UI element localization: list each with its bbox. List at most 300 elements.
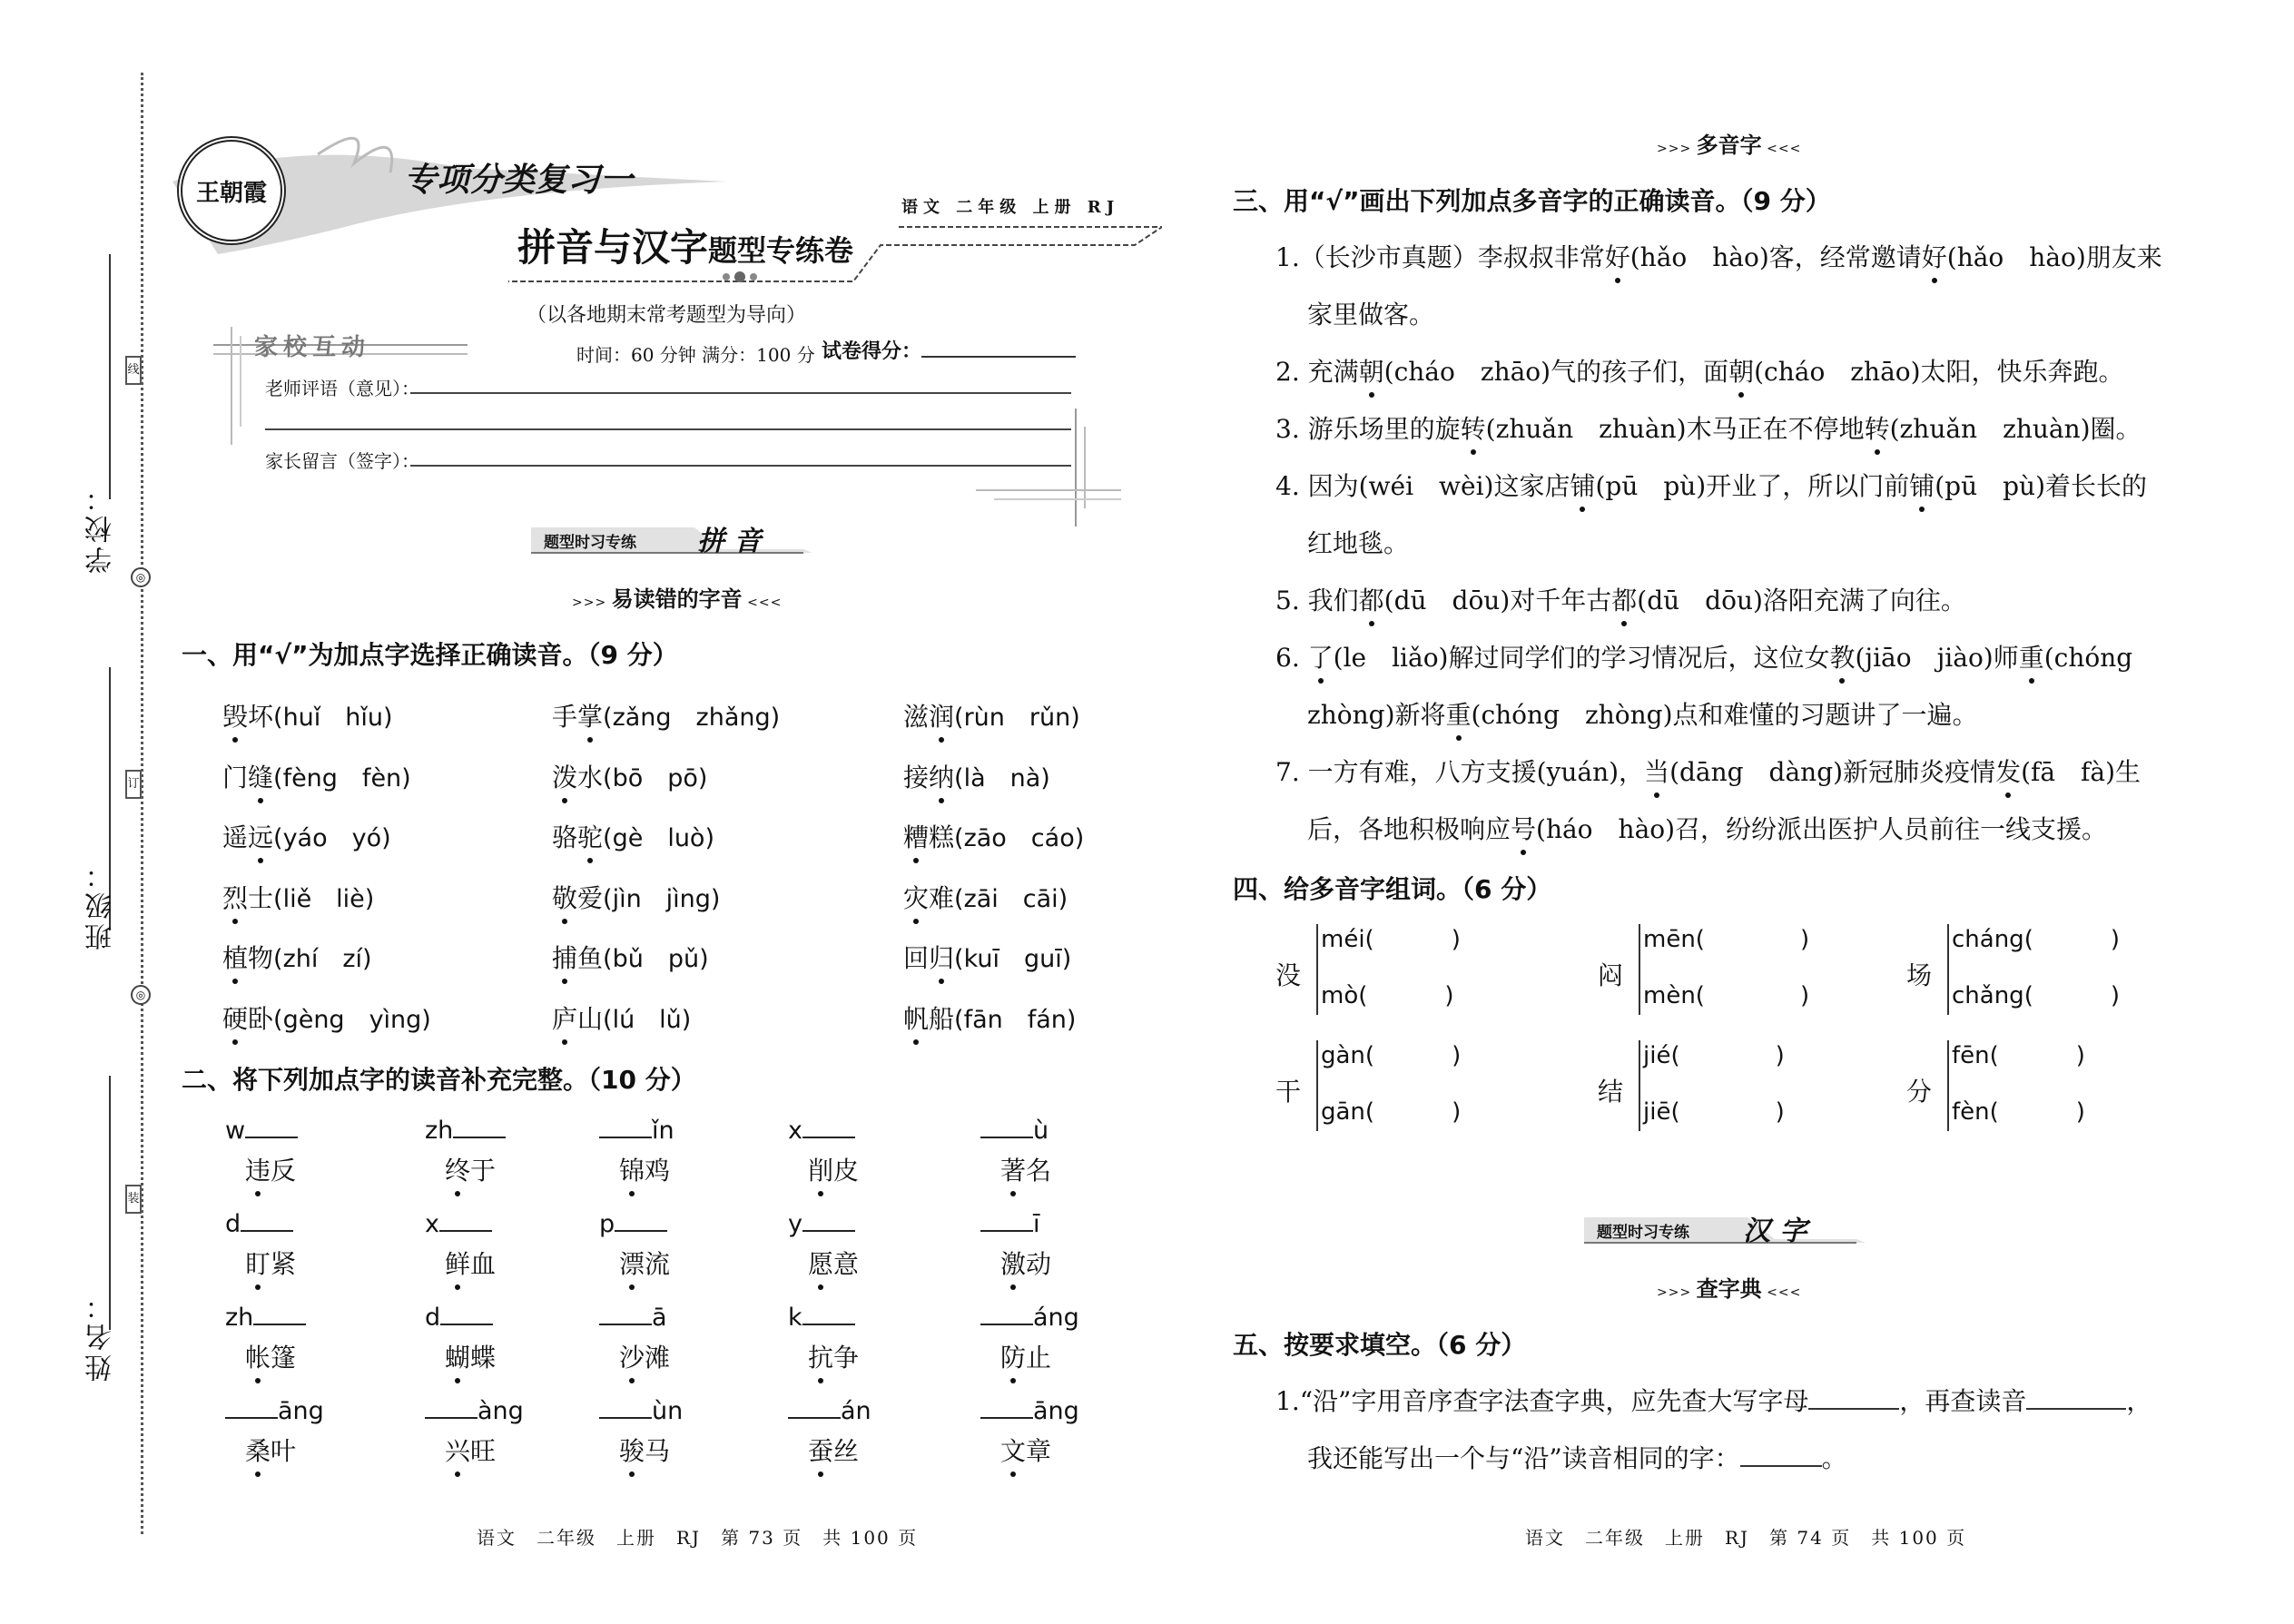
q1-item	[552, 818, 714, 854]
q4-polyphone-char: 干	[1275, 1077, 1302, 1107]
q3-dotted-char: 重	[2019, 638, 2044, 674]
parent-comment-label: 家长留言（签字）：	[265, 450, 419, 472]
q3-text: (dāng dàng)新冠肺炎疫情	[1669, 757, 1996, 787]
q2-word	[445, 1432, 496, 1468]
q4-reading-1[interactable]	[1952, 1042, 2085, 1069]
q4-close-paren: )	[2110, 926, 2120, 953]
q2-word	[245, 1151, 296, 1187]
q1-pinyin-options[interactable]: (zǎng zhǎng)	[603, 704, 781, 732]
q1-pinyin-options[interactable]: (fān fán)	[954, 1005, 1077, 1034]
q1-item	[552, 758, 707, 794]
q1-item	[903, 758, 1050, 794]
q2-initial: zh	[225, 1304, 254, 1332]
q2-dotted-char: 终	[445, 1151, 470, 1187]
q2-char: 皮	[833, 1156, 860, 1186]
binding-dotted-line	[141, 73, 143, 1534]
q4-pinyin: mēn(	[1643, 926, 1705, 953]
q1-char: 滋	[903, 702, 930, 732]
q1-char: 山	[577, 1003, 604, 1034]
q3-text: 7. 一方有难，八方支援(yuán)，	[1275, 757, 1645, 787]
q4-reading-2[interactable]	[1643, 1098, 1785, 1126]
score-field[interactable]	[822, 336, 1076, 364]
binding-hole-icon: ◎	[131, 567, 151, 587]
banner-label: 题型时习专练	[544, 534, 636, 552]
q2-dotted-char: 违	[245, 1151, 271, 1187]
q1-pinyin-options[interactable]: (gè luò)	[603, 824, 714, 852]
q2-blank[interactable]	[802, 1212, 855, 1232]
q4-pinyin: cháng(	[1952, 926, 2033, 953]
q3-sentence-line	[1275, 352, 2124, 389]
q4-pinyin: jié(	[1643, 1042, 1680, 1069]
q2-pinyin-fill[interactable]	[599, 1210, 667, 1238]
q2-word	[619, 1151, 670, 1187]
q4-brace	[1639, 1040, 1640, 1131]
q2-blank[interactable]	[439, 1212, 492, 1232]
q2-blank[interactable]	[615, 1212, 667, 1232]
q3-text: (fā fà)生	[2021, 757, 2141, 787]
q1-pinyin-options[interactable]: (gèng yìng)	[273, 1005, 431, 1034]
q2-blank[interactable]	[802, 1305, 855, 1325]
q2-pinyin-fill[interactable]	[788, 1210, 855, 1238]
q2-blank[interactable]	[599, 1305, 652, 1325]
q2-char: 叶	[271, 1436, 297, 1466]
q3-text: (hǎo hào)朋友来	[1946, 242, 2162, 272]
q2-pinyin-fill[interactable]	[425, 1397, 524, 1425]
q1-dotted-char: 硬	[222, 999, 248, 1036]
q3-text: (chóng zhòng)点和难懂的习题讲了一遍。	[1471, 700, 1978, 730]
q2-pinyin-fill[interactable]	[599, 1397, 683, 1425]
q2-dotted-char: 桑	[245, 1432, 271, 1468]
q1-char: 遥	[222, 822, 249, 852]
q3-sentence-line	[1275, 409, 2141, 446]
parent-comment-line[interactable]	[410, 465, 1071, 467]
q3-text: (le liǎo)解过同学们的学习情况后，这位女	[1333, 643, 1830, 673]
q2-char: 章	[1026, 1436, 1052, 1466]
q2-char: 名	[1026, 1156, 1052, 1186]
q1-dotted-char: 驼	[577, 818, 603, 854]
q2-dotted-char: 蝴	[445, 1338, 470, 1374]
q2-word	[245, 1338, 296, 1374]
q2-word	[445, 1151, 496, 1187]
q1-dotted-char: 庐	[552, 999, 577, 1036]
q2-char: 血	[470, 1249, 497, 1279]
q1-item	[222, 758, 411, 794]
q1-char: 物	[248, 943, 274, 973]
q2-final: áng	[1033, 1304, 1079, 1332]
q3-sentence-line	[1275, 238, 2162, 274]
q2-blank[interactable]	[980, 1399, 1033, 1419]
q2-pinyin-fill[interactable]	[225, 1210, 293, 1238]
q2-blank[interactable]	[980, 1212, 1033, 1232]
q3-dotted-char: 教	[1829, 638, 1855, 674]
q1-item	[903, 999, 1076, 1036]
q3-sentence-line	[1307, 810, 2107, 846]
q2-char: 意	[833, 1249, 860, 1279]
q2-dotted-char: 沙	[619, 1338, 645, 1374]
q1-dotted-char: 毁	[222, 697, 248, 733]
q3-dotted-char: 重	[1446, 695, 1472, 732]
q2-initial: y	[788, 1210, 802, 1238]
q1-pinyin-options[interactable]: (zāi cāi)	[954, 884, 1068, 913]
q2-word	[808, 1338, 859, 1374]
q1-dotted-char: 灾	[903, 879, 929, 915]
q1-item	[903, 818, 1084, 854]
q1-item	[903, 939, 1071, 975]
name-label: 姓名：	[85, 1289, 117, 1382]
q5-blank-homophone[interactable]	[1740, 1443, 1822, 1467]
q2-word	[1000, 1432, 1051, 1468]
q3-text: (chóng	[2043, 643, 2133, 673]
home-school-label: 家校互动	[254, 334, 371, 361]
q2-word	[445, 1338, 496, 1374]
q4-close-paren: )	[1452, 1098, 1462, 1126]
q2-word	[445, 1245, 496, 1281]
q4-pinyin: gān(	[1321, 1098, 1375, 1126]
q2-word	[1000, 1338, 1051, 1374]
q4-close-paren: )	[1775, 1042, 1785, 1069]
q3-dotted-char: 转	[1865, 409, 1890, 446]
q4-pinyin: méi(	[1321, 926, 1374, 953]
q1-pinyin-options[interactable]: (lú lǔ)	[603, 1005, 692, 1034]
q2-dotted-char: 骏	[619, 1432, 645, 1468]
q3-text: (pū pù)开业了，所以门前	[1595, 471, 1910, 501]
q3-dotted-char: 发	[1995, 753, 2021, 789]
q3-sentence-line	[1275, 581, 1966, 617]
q2-final: ī	[1033, 1210, 1040, 1238]
q4-close-paren: )	[2110, 982, 2120, 1009]
q3-text: 4. 因为(wéi wèi)这家店	[1275, 471, 1570, 501]
q3-sentence-line	[1275, 753, 2141, 789]
q1-pinyin-options[interactable]: (liě liè)	[273, 884, 375, 913]
q4-reading-1[interactable]	[1952, 926, 2120, 953]
q3-dotted-char: 朝	[1728, 352, 1754, 389]
q2-char: 篷	[271, 1343, 297, 1373]
q2-char: 争	[833, 1343, 860, 1373]
q2-blank[interactable]	[599, 1399, 652, 1419]
q2-final: án	[841, 1397, 871, 1425]
q4-pinyin: fèn(	[1952, 1098, 1999, 1126]
q2-dotted-char: 锦	[619, 1151, 645, 1187]
q4-close-paren: )	[1444, 982, 1454, 1009]
q1-char: 门	[222, 762, 249, 792]
q1-char: 手	[552, 702, 578, 732]
q1-item	[903, 879, 1068, 915]
q2-pinyin-fill[interactable]	[225, 1117, 298, 1145]
q4-brace	[1316, 1040, 1318, 1131]
q4-close-paren: )	[1775, 1098, 1785, 1126]
q3-dotted-char: 号	[1511, 810, 1536, 846]
q3-dotted-char: 好	[1922, 238, 1947, 274]
q2-pinyin-fill[interactable]	[225, 1304, 306, 1332]
q2-dotted-char: 帐	[245, 1338, 271, 1374]
q5-text: ，	[2126, 1386, 2152, 1416]
q1-pinyin-options[interactable]: (jìn jìng)	[603, 884, 721, 913]
q1-char: 骆	[552, 822, 578, 852]
q2-blank[interactable]	[225, 1399, 278, 1419]
q2-final: āng	[278, 1397, 324, 1425]
q2-char: 马	[645, 1436, 671, 1466]
main-title-small: 题型专练卷	[708, 233, 854, 268]
q4-polyphone-char: 分	[1906, 1077, 1933, 1107]
q1-item	[222, 939, 372, 975]
subject-tag: 语文 二年级 上册 RJ	[901, 198, 1120, 217]
q5-text: 1.“沿”字用音序查字法查字典，应先查大写字母	[1275, 1386, 1809, 1416]
q2-pinyin-fill[interactable]	[980, 1397, 1079, 1425]
subhead-polyphone-text: 多音字	[1696, 133, 1762, 158]
q5-title: 五、按要求填空。（6 分）	[1233, 1330, 1527, 1360]
q2-dotted-char: 兴	[445, 1432, 470, 1468]
q2-dotted-char: 漂	[619, 1245, 645, 1281]
q3-dotted-char: 了	[1308, 638, 1334, 674]
q2-pinyin-fill[interactable]	[599, 1304, 667, 1332]
q3-dotted-char: 朝	[1359, 352, 1384, 389]
q4-close-paren: )	[2075, 1042, 2085, 1069]
q4-polyphone-char: 场	[1906, 960, 1933, 990]
q5-blank-reading[interactable]	[2026, 1386, 2126, 1410]
q2-final: ùn	[652, 1397, 684, 1425]
q4-brace	[1639, 924, 1640, 1015]
q3-text: (zhuǎn zhuàn)木马正在不停地	[1485, 414, 1865, 444]
q1-char: 士	[248, 882, 274, 913]
q4-reading-1[interactable]	[1321, 926, 1461, 953]
q3-text: (pū pù)着长长的	[1935, 471, 2148, 501]
class-label: 班级：	[85, 858, 117, 950]
q1-dotted-char: 糟	[903, 818, 929, 854]
q1-pinyin-options[interactable]: (bō pō)	[603, 763, 708, 792]
q5-blank-letter[interactable]	[1808, 1386, 1899, 1410]
q5-text: ，再查读音	[1899, 1386, 2027, 1416]
q4-close-paren: )	[1799, 982, 1810, 1009]
q3-sentence-line	[1275, 467, 2147, 503]
teacher-comment-line-2[interactable]	[265, 428, 1071, 430]
q3-text: 2. 充满	[1275, 357, 1359, 387]
q1-item	[222, 879, 374, 915]
q3-dotted-char: 都	[1611, 581, 1637, 617]
page-footer-right: 语文 二年级 上册 RJ 第 74 页 共 100 页	[1525, 1527, 1967, 1549]
series-title: 专项分类复习一	[404, 161, 634, 199]
q1-item	[222, 999, 431, 1036]
q4-pinyin: chǎng(	[1952, 982, 2033, 1009]
q3-dotted-char: 当	[1644, 753, 1669, 789]
q1-pinyin-options[interactable]: (huǐ hǐu)	[273, 704, 393, 732]
q3-title: 三、用“√”画出下列加点多音字的正确读音。（9 分）	[1233, 186, 1831, 216]
q1-dotted-char: 掌	[577, 697, 603, 733]
q2-char: 丝	[833, 1436, 860, 1466]
q2-dotted-char: 盯	[245, 1245, 271, 1281]
q2-pinyin-fill[interactable]	[788, 1117, 855, 1145]
q2-blank[interactable]	[241, 1212, 293, 1232]
q2-word	[1000, 1245, 1051, 1281]
q2-final: ǐn	[652, 1117, 674, 1145]
q4-reading-2[interactable]	[1952, 982, 2120, 1009]
q2-blank[interactable]	[980, 1118, 1033, 1138]
q2-initial: zh	[425, 1117, 454, 1145]
q2-final: àng	[478, 1397, 524, 1425]
q2-char: 动	[1026, 1249, 1052, 1279]
q2-pinyin-fill[interactable]	[425, 1210, 492, 1238]
q4-title: 四、给多音字组词。（6 分）	[1233, 874, 1552, 904]
q2-word	[245, 1432, 296, 1468]
guide-note: （以各地期末常考题型为导向）	[527, 304, 807, 327]
q2-char: 紧	[271, 1249, 297, 1279]
q1-dotted-char: 润	[929, 697, 954, 733]
q2-blank[interactable]	[453, 1118, 506, 1138]
q1-dotted-char: 归	[929, 939, 954, 975]
q2-word	[619, 1432, 670, 1468]
q1-dotted-char: 帆	[903, 999, 929, 1036]
banner-label: 题型时习专练	[1597, 1224, 1689, 1242]
q2-char: 滩	[645, 1343, 671, 1373]
teacher-comment-line[interactable]	[410, 392, 1071, 394]
teacher-comment-label: 老师评语（意见）：	[265, 378, 419, 399]
brand-logo	[177, 136, 286, 245]
page-footer-left: 语文 二年级 上册 RJ 第 73 页 共 100 页	[477, 1527, 919, 1549]
q5-line-1	[1275, 1382, 2151, 1418]
q2-initial: d	[425, 1304, 441, 1332]
q2-initial: x	[788, 1117, 802, 1145]
q3-text: 6.	[1275, 643, 1308, 673]
q4-reading-2[interactable]	[1321, 1098, 1461, 1126]
q2-word	[1000, 1151, 1051, 1187]
q1-dotted-char: 泼	[552, 758, 577, 794]
q2-pinyin-fill[interactable]	[788, 1397, 871, 1425]
q2-initial: x	[425, 1210, 439, 1238]
q2-blank[interactable]	[440, 1305, 493, 1325]
q3-text: 家里做客。	[1307, 300, 1435, 330]
q1-item	[552, 697, 780, 733]
q1-item	[222, 697, 393, 733]
q1-char: 糕	[929, 822, 955, 852]
q1-char: 水	[577, 762, 604, 792]
q3-sentence-line	[1275, 638, 2132, 674]
q2-final: ā	[652, 1304, 667, 1332]
q1-title: 一、用“√”为加点字选择正确读音。（9 分）	[182, 640, 678, 670]
q2-word	[808, 1245, 859, 1281]
q2-blank[interactable]	[802, 1118, 855, 1138]
binding-mark-ding: 订	[125, 770, 142, 799]
brand-logo-text: 王朝霞	[195, 179, 267, 207]
q3-dotted-char: 好	[1605, 238, 1630, 274]
q3-dotted-char: 铺	[1570, 467, 1595, 503]
q3-dotted-char: 转	[1461, 409, 1486, 446]
q2-dotted-char: 愿	[808, 1245, 833, 1281]
q2-dotted-char: 蚕	[808, 1432, 833, 1468]
binding-mark-xian: 线	[125, 356, 142, 385]
q2-pinyin-fill[interactable]	[980, 1117, 1049, 1145]
q2-pinyin-fill[interactable]	[980, 1304, 1079, 1332]
q4-reading-2[interactable]	[1643, 982, 1809, 1009]
score-label: 试卷得分：	[822, 340, 922, 363]
q3-text: 红地毯。	[1307, 528, 1410, 558]
q1-pinyin-options[interactable]: (fèng fèn)	[273, 763, 411, 792]
q2-dotted-char: 激	[1000, 1245, 1026, 1281]
q3-sentence-line	[1307, 695, 1978, 732]
score-blank[interactable]	[921, 356, 1076, 358]
q1-pinyin-options[interactable]: (rùn rǔn)	[954, 704, 1080, 732]
q4-reading-1[interactable]	[1643, 1042, 1785, 1069]
q4-close-paren: )	[1452, 1042, 1462, 1069]
binding-mark-zhuang: 装	[125, 1185, 142, 1214]
q3-text: 后，各地积极响应	[1307, 814, 1511, 844]
q2-title: 二、将下列加点字的读音补充完整。（10 分）	[182, 1065, 696, 1095]
q2-blank[interactable]	[599, 1118, 652, 1138]
q2-pinyin-fill[interactable]	[788, 1304, 855, 1332]
q3-dotted-char: 铺	[1909, 467, 1935, 503]
binding-hole-icon: ◎	[131, 985, 151, 1005]
time-score-info: 时间：60 分钟 满分：100 分	[576, 344, 815, 366]
q4-reading-2[interactable]	[1952, 1098, 2085, 1126]
q2-word	[245, 1245, 296, 1281]
q2-dotted-char: 鲜	[445, 1245, 470, 1281]
q3-sentence-line	[1307, 524, 1409, 560]
q2-pinyin-fill[interactable]	[425, 1304, 493, 1332]
q3-dotted-char: 都	[1359, 581, 1384, 617]
q4-brace	[1947, 924, 1949, 1015]
q2-blank[interactable]	[980, 1305, 1033, 1325]
school-write-line	[109, 254, 111, 499]
q3-text: (hǎo hào)客，经常邀请	[1629, 242, 1922, 272]
q2-char: 于	[470, 1156, 497, 1186]
q1-char: 坏	[248, 702, 274, 732]
q4-polyphone-char: 没	[1275, 960, 1302, 990]
q2-blank[interactable]	[253, 1305, 306, 1325]
q5-line-2	[1307, 1439, 1847, 1475]
q2-char: 止	[1026, 1343, 1052, 1373]
q1-item	[903, 697, 1080, 733]
q1-pinyin-options[interactable]: (zhí zí)	[273, 945, 372, 973]
q4-pinyin: jiē(	[1643, 1098, 1680, 1126]
q1-pinyin-options[interactable]: (zāo cáo)	[954, 824, 1085, 852]
q2-initial: p	[599, 1210, 615, 1238]
q1-char: 鱼	[577, 943, 604, 973]
q2-word	[808, 1432, 859, 1468]
q4-reading-1[interactable]	[1643, 926, 1809, 953]
q2-blank[interactable]	[788, 1399, 841, 1419]
q2-pinyin-fill[interactable]	[980, 1210, 1040, 1238]
q2-dotted-char: 文	[1000, 1432, 1026, 1468]
q2-pinyin-fill[interactable]	[599, 1117, 674, 1145]
q1-char: 爱	[577, 882, 604, 913]
q1-pinyin-options[interactable]: (kuī guī)	[954, 945, 1072, 973]
q2-blank[interactable]	[245, 1118, 298, 1138]
q2-final: āng	[1033, 1397, 1079, 1425]
subhead-misread-text: 易读错的字音	[611, 586, 743, 612]
q3-text: (zhuǎn zhuàn)圈。	[1889, 414, 2141, 444]
q1-pinyin-options[interactable]: (yáo yó)	[273, 824, 391, 852]
q4-close-paren: )	[1799, 926, 1810, 953]
q2-pinyin-fill[interactable]	[225, 1397, 324, 1425]
q4-reading-1[interactable]	[1321, 1042, 1461, 1069]
q3-text: (jiāo jiào)师	[1855, 643, 2019, 673]
q1-dotted-char: 纳	[929, 758, 954, 794]
q1-item	[222, 818, 391, 854]
q1-dotted-char: 敬	[552, 879, 577, 915]
q2-char: 反	[271, 1156, 297, 1186]
q4-reading-2[interactable]	[1321, 982, 1454, 1009]
school-label: 学校：	[85, 481, 117, 574]
q1-dotted-char: 远	[248, 818, 273, 854]
q2-char: 旺	[470, 1436, 497, 1466]
q3-sentence-line	[1307, 295, 1434, 331]
q2-blank[interactable]	[425, 1399, 478, 1419]
q1-char: 回	[903, 943, 930, 973]
q3-text: (cháo zhāo)气的孩子们，面	[1383, 357, 1729, 387]
q1-dotted-char: 植	[222, 939, 248, 975]
q1-pinyin-options[interactable]: (bǔ pǔ)	[603, 945, 709, 973]
q3-text: (cháo zhāo)太阳，快乐奔跑。	[1754, 357, 2124, 387]
q2-pinyin-fill[interactable]	[425, 1117, 506, 1145]
q1-pinyin-options[interactable]: (là nà)	[954, 763, 1050, 792]
